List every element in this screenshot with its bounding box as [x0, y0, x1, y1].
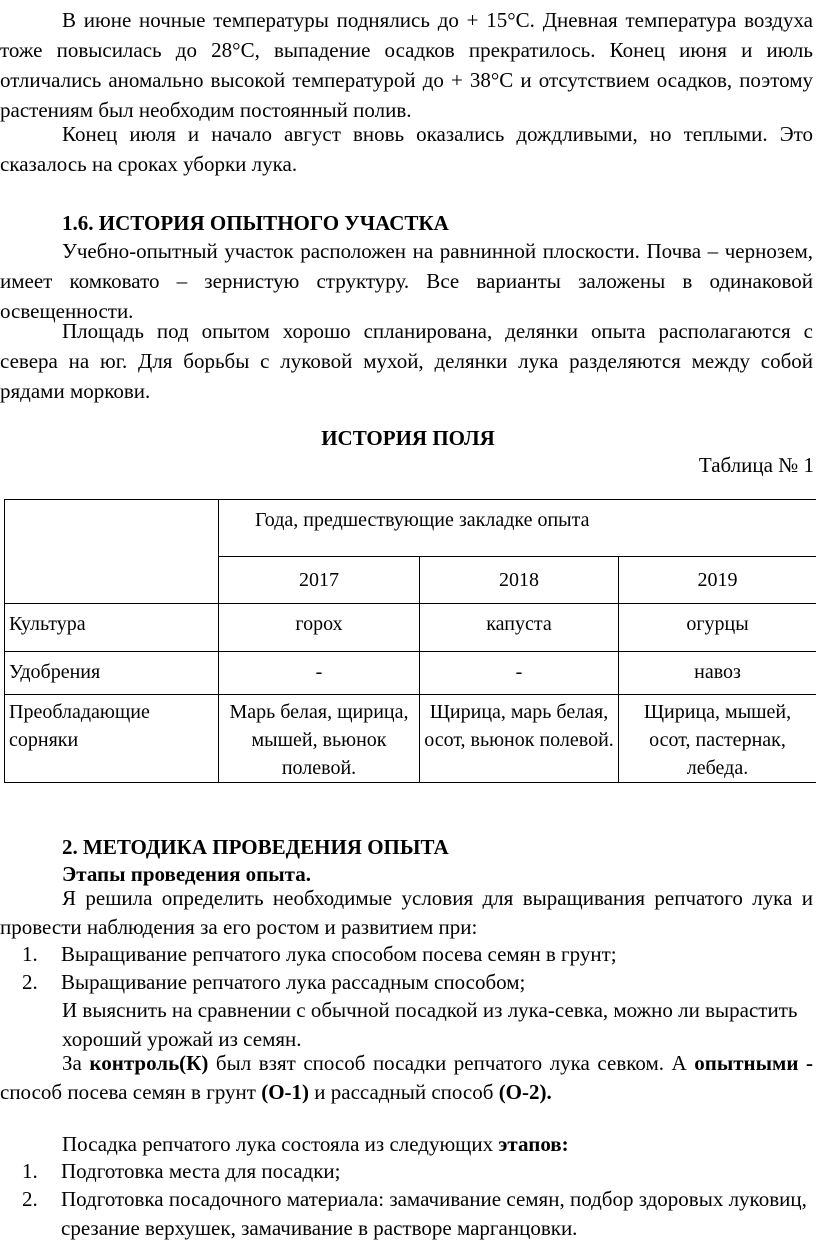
list-item-text: Выращивание репчатого лука способом посева семян в грунт;: [61, 940, 814, 969]
list-item-text: Подготовка посадочного материала: замачивание семян, подбор здоровых луковиц, срезание верхушек, замачивание в растворе марганцовки.: [61, 1185, 814, 1243]
table-year-header: 2017: [219, 557, 420, 604]
list-item-number: 1.: [22, 1157, 38, 1186]
table-cell: Щирица, мышей, осот, пастернак, лебеда.: [619, 695, 816, 783]
plot-description-paragraph: Учебно-опытный участок расположен на равнинной плоскости. Почва – чернозем, имеет комковато – зернистую структуру. Все варианты заложены в одинаковой освещенности.: [0, 236, 813, 326]
control-variant-paragraph: За контроль(К) был взят способ посадки репчатого лука севком. А опытными - способ посева семян в грунт (О-1) и рассадный способ (О-2).: [0, 1049, 813, 1107]
list-item-number: 2.: [22, 968, 38, 997]
table-number: Таблица № 1: [699, 450, 814, 480]
table-cell: -: [420, 652, 619, 695]
table-year-header: 2019: [619, 557, 816, 604]
table-cell: горох: [219, 604, 420, 652]
list-item-text: Выращивание репчатого лука рассадным способом;: [61, 968, 814, 997]
field-history-table: [4, 499, 816, 783]
section-heading-methodology: 2. МЕТОДИКА ПРОВЕДЕНИЯ ОПЫТА: [62, 832, 449, 862]
table-row: [5, 604, 816, 652]
table-cell: -: [219, 652, 420, 695]
table-row-label: Удобрения: [5, 652, 219, 695]
list-continuation-text: И выяснить на сравнении с обычной посадкой из лука-севка, можно ли вырастить хороший урожай из семян.: [62, 996, 814, 1054]
subsection-heading-stages: Этапы проведения опыта.: [62, 859, 311, 889]
plot-layout-paragraph: Площадь под опытом хорошо спланирована, делянки опыта располагаются с севера на юг. Для борьбы с луковой мухой, делянки лука разделяются между собой рядами моркови.: [0, 316, 813, 406]
table-cell: капуста: [420, 604, 619, 652]
table-cell: Марь белая, щирица, мышей, вьюнок полевой.: [219, 695, 420, 783]
table-row-label: Преобладающие сорняки: [5, 695, 219, 783]
table-cell: Щирица, марь белая, осот, вьюнок полевой.: [420, 695, 619, 783]
weather-paragraph-june-july: В июне ночные температуры поднялись до + 15°С. Дневная температура воздуха тоже повысилась до 28°С, выпадение осадков прекратилось. Конец июня и июль отличались аномально высокой температурой до + 38°С и отсутствием осадков, поэтому растениям был необходим постоянный полив.: [0, 5, 813, 125]
table-row: [5, 652, 816, 695]
weather-paragraph-august: Конец июля и начало август вновь оказались дождливыми, но теплыми. Это сказалось на сроках уборки лука.: [0, 119, 813, 179]
table-group-header: Года, предшествующие закладке опыта: [219, 500, 816, 557]
table-cell: навоз: [619, 652, 816, 695]
table-corner-cell: [5, 500, 219, 604]
list-item-number: 1.: [22, 940, 38, 969]
list-item-text: Подготовка места для посадки;: [61, 1157, 814, 1186]
methodology-intro-paragraph: Я решила определить необходимые условия для выращивания репчатого лука и провести наблюдения за его ростом и развитием при:: [0, 884, 813, 942]
section-heading-plot-history: 1.6. ИСТОРИЯ ОПЫТНОГО УЧАСТКА: [62, 208, 449, 238]
table-title: ИСТОРИЯ ПОЛЯ: [0, 423, 816, 453]
table-row-label: Культура: [5, 604, 219, 652]
table-row: [5, 695, 816, 783]
list-item-number: 2.: [22, 1185, 38, 1214]
table-year-header: 2018: [420, 557, 619, 604]
planting-stages-intro: Посадка репчатого лука состояла из следующих этапов:: [62, 1130, 569, 1159]
table-cell: огурцы: [619, 604, 816, 652]
